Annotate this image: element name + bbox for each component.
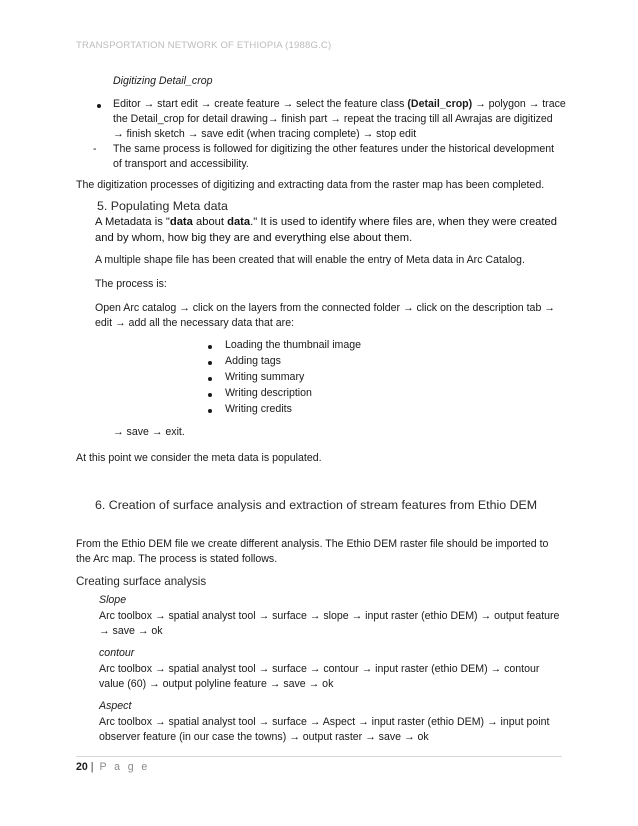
bullet-icon: [208, 409, 212, 413]
digitization-completed-text: The digitization processes of digitizing and extracting data from the raster map has been completed.: [76, 179, 545, 191]
footer-divider: [76, 756, 562, 757]
bullet-icon: [208, 345, 212, 349]
section-6-heading: 6. Creation of surface analysis and extraction of stream features from Ethio DEM: [95, 498, 538, 512]
aspect-step-line-1: Arc toolbox → spatial analyst tool → surface → Aspect → input raster (ethio DEM) → input point: [99, 716, 550, 728]
aspect-label: Aspect: [99, 700, 132, 712]
metadata-steps-line-2: edit → add all the necessary data that are:: [95, 317, 295, 329]
metadata-item: Adding tags: [225, 355, 281, 367]
digitizing-bullet-line-1: [113, 97, 566, 112]
section-6-intro-line-2: the Arc map. The process is stated follows.: [76, 553, 278, 565]
page-word: P a g e: [99, 761, 150, 773]
creating-surface-analysis-heading: Creating surface analysis: [76, 575, 207, 588]
slope-label: Slope: [99, 594, 127, 606]
bullet-icon: [208, 393, 212, 397]
running-header: TRANSPORTATION NETWORK OF ETHIOPIA (1988G.C): [76, 40, 332, 51]
text-segment: → polygon → trace: [472, 98, 566, 110]
slope-step-line-1: Arc toolbox → spatial analyst tool → surface → slope → input raster (ethio DEM) → output feature: [99, 610, 560, 622]
process-is-label: The process is:: [95, 278, 167, 290]
metadata-populated-text: At this point we consider the meta data is populated.: [76, 452, 322, 464]
metadata-definition-line-2: and by whom, how big they are and everything else about them.: [95, 232, 413, 244]
feature-class-name: (Detail_crop): [407, 98, 473, 110]
emphasis-data: data: [227, 216, 251, 228]
metadata-item: Writing credits: [225, 403, 292, 415]
contour-label: contour: [99, 647, 135, 659]
text-segment: about: [192, 216, 228, 228]
digitizing-bullet-line-3: → finish sketch → save edit (when tracing complete) → stop edit: [113, 128, 417, 140]
section-5-heading: 5. Populating Meta data: [97, 199, 228, 213]
metadata-steps-line-1: Open Arc catalog → click on the layers from the connected folder → click on the description tab →: [95, 302, 555, 314]
aspect-step-line-2: observer feature (in our case the towns) → output raster → save → ok: [99, 731, 429, 743]
dash-marker: -: [93, 143, 97, 155]
shape-file-text: A multiple shape file has been created that will enable the entry of Meta data in Arc Catalog.: [95, 254, 525, 266]
metadata-item: Writing description: [225, 387, 312, 399]
emphasis-data: data: [169, 216, 193, 228]
digitizing-subtitle: Digitizing Detail_crop: [113, 75, 213, 87]
bullet-icon: [97, 104, 101, 108]
contour-step-line-2: value (60) → output polyline feature → save → ok: [99, 678, 334, 690]
metadata-item: Loading the thumbnail image: [225, 339, 362, 351]
page-number: 20: [76, 761, 88, 773]
contour-step-line-1: Arc toolbox → spatial analyst tool → surface → contour → input raster (ethio DEM) → contour: [99, 663, 540, 675]
digitizing-dash-line-1: The same process is followed for digitizing the other features under the historical development: [113, 143, 555, 155]
page-footer: [76, 761, 150, 773]
text-segment: ." It is used to identify where files are, when they were created: [250, 216, 557, 228]
digitizing-dash-line-2: of transport and accessibility.: [113, 158, 249, 170]
bullet-icon: [208, 361, 212, 365]
text-segment: A Metadata is ": [95, 216, 170, 228]
bullet-icon: [208, 377, 212, 381]
text-segment: Editor → start edit → create feature → select the feature class: [113, 98, 408, 110]
metadata-item: Writing summary: [225, 371, 305, 383]
metadata-definition-line-1: [95, 214, 557, 230]
footer-separator: |: [90, 761, 94, 773]
save-exit-text: → save → exit.: [113, 426, 185, 438]
slope-step-line-2: → save → ok: [99, 625, 163, 637]
digitizing-bullet-line-2: the Detail_crop for detail drawing→ finish part → repeat the tracing till all Awrajas are digitized: [113, 113, 553, 125]
section-6-intro-line-1: From the Ethio DEM file we create different analysis. The Ethio DEM raster file should be imported to: [76, 538, 549, 550]
